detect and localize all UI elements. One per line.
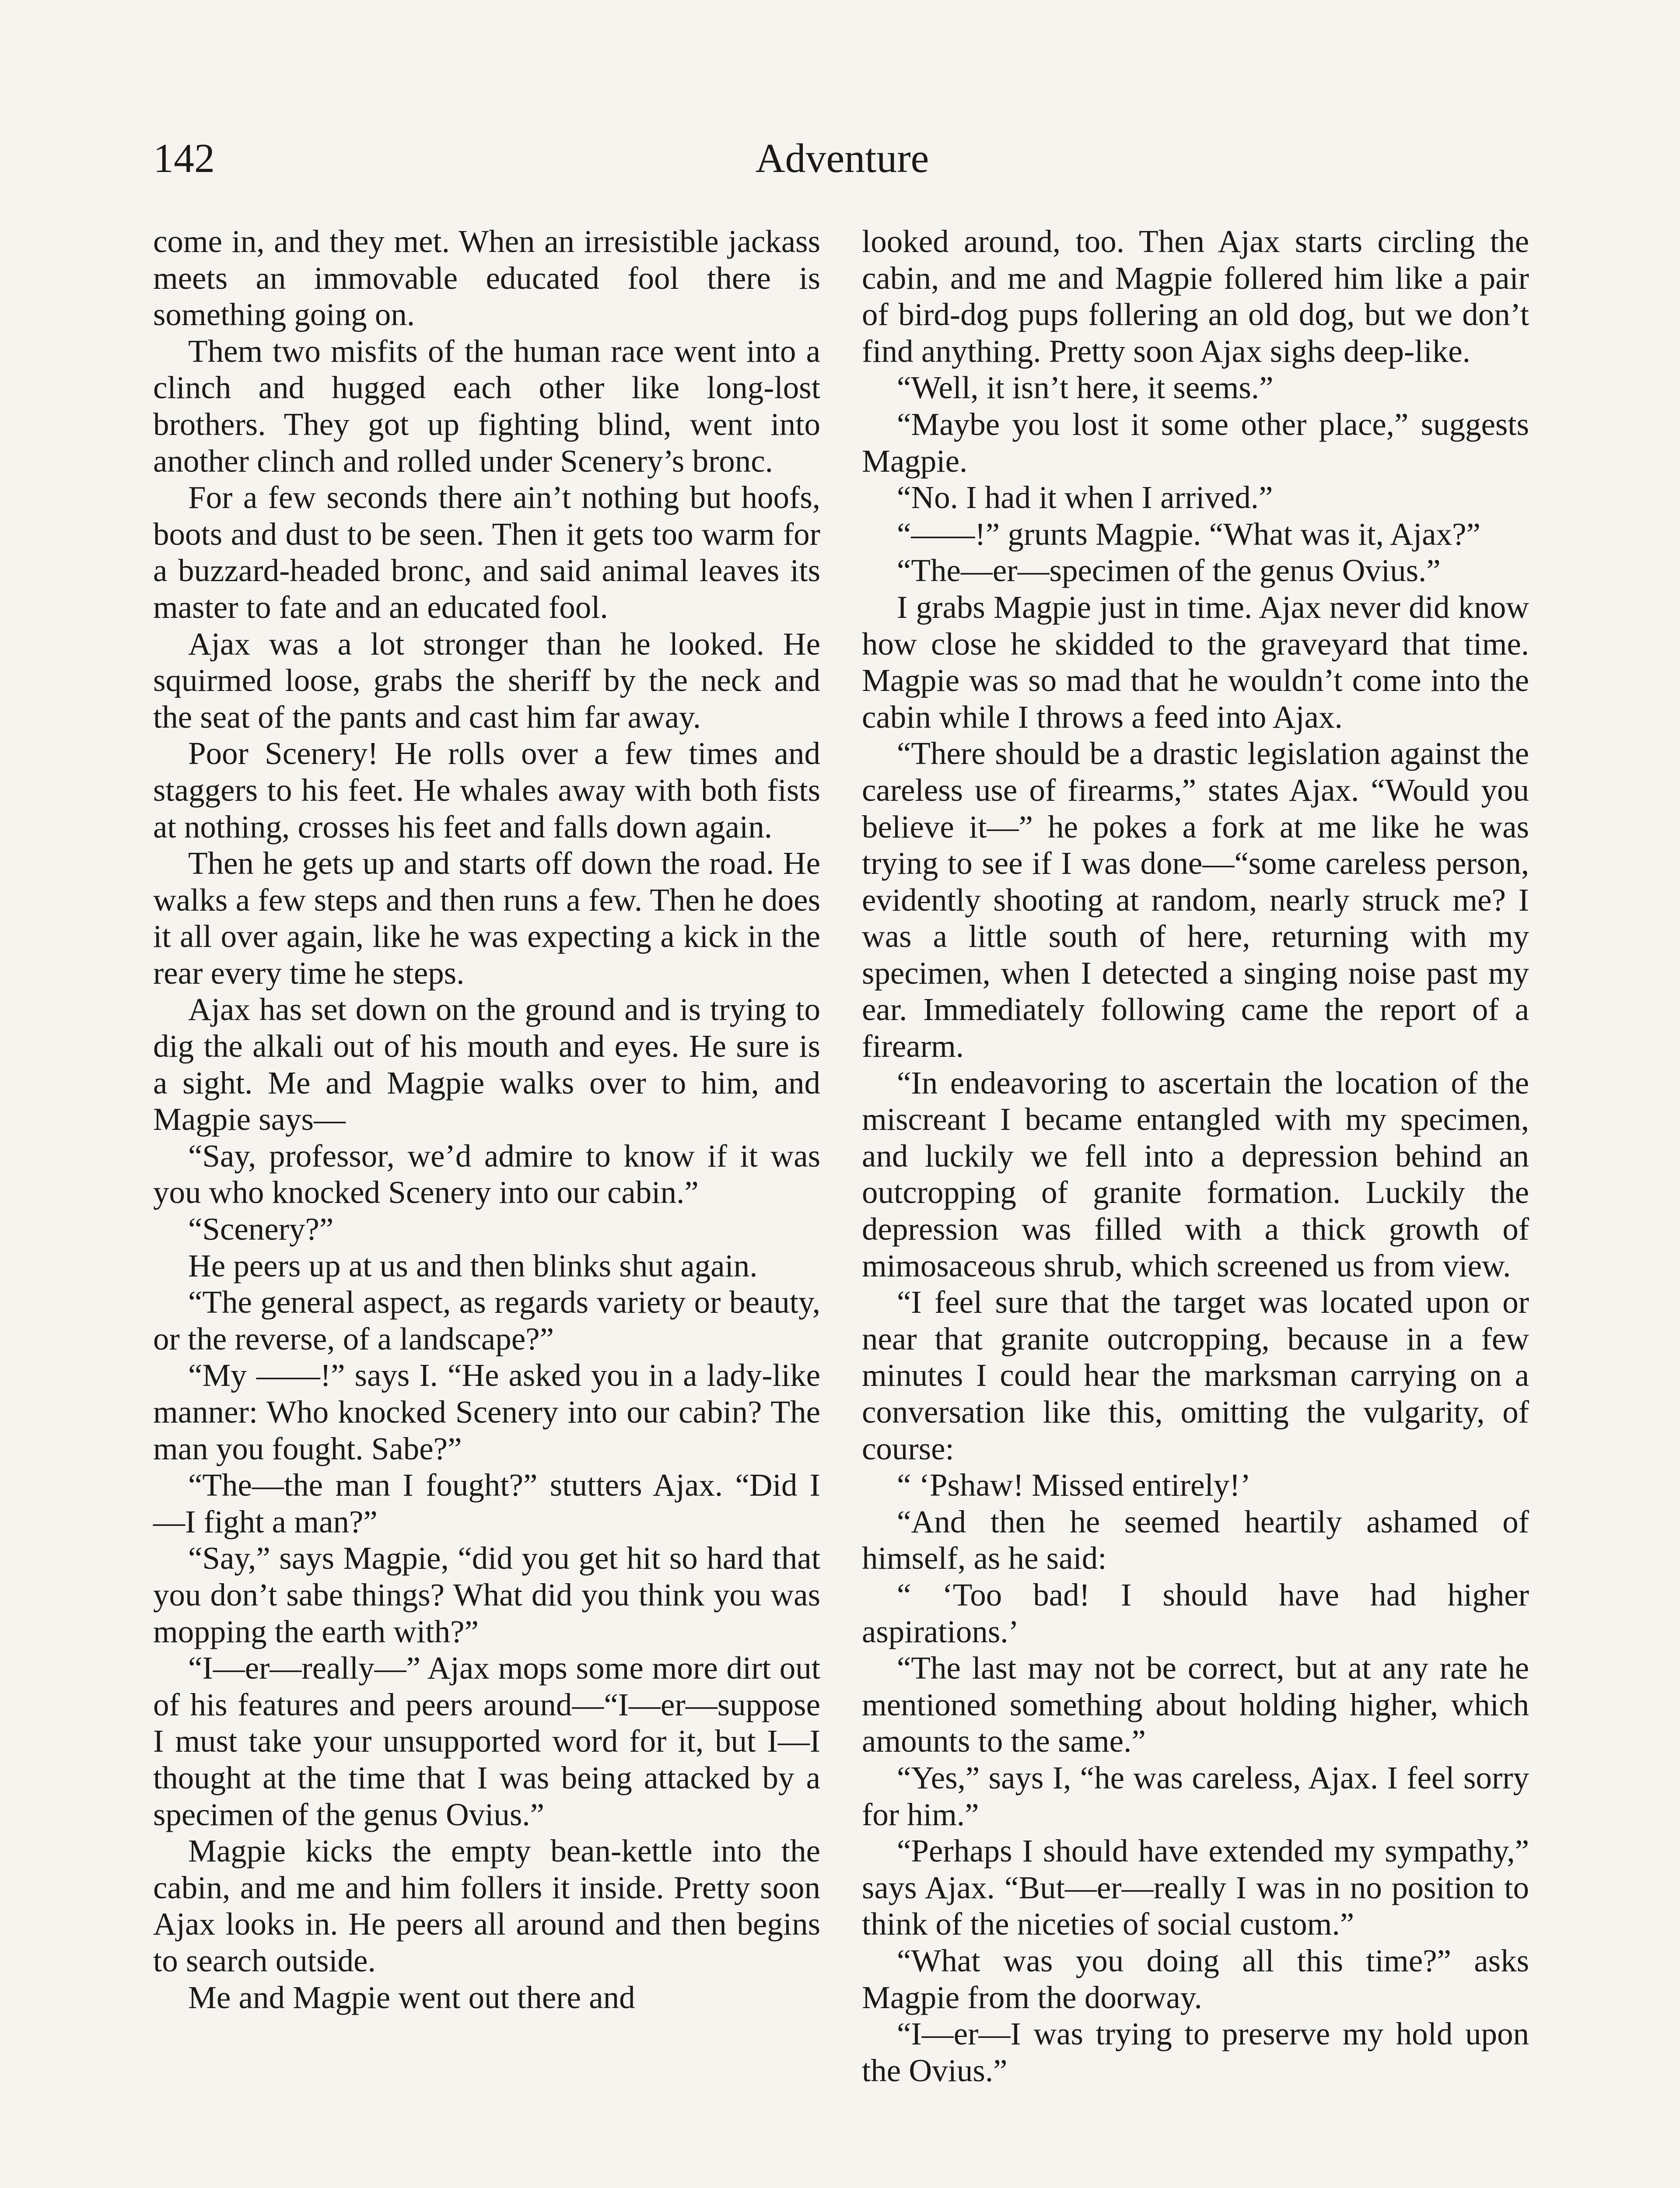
paragraph: “——!” grunts Magpie. “What was it, Ajax?” bbox=[897, 516, 1480, 552]
paragraph: “Say, professor, we’d admire to know if it was you who knocked Scenery into our cabin.” bbox=[153, 1138, 820, 1210]
paragraph: looked around, too. Then Ajax starts circling the cabin, and me and Magpie follered him like a pair of bird-dog pups follering an old dog, but we don’t find anything. Pretty soon Ajax sighs deep-like. bbox=[862, 224, 1529, 369]
paragraph: “No. I had it when I arrived.” bbox=[897, 480, 1273, 515]
paragraph: Ajax was a lot stronger than he looked. He squirmed loose, grabs the sheriff by the neck and the seat of the pants and cast him far away. bbox=[153, 626, 820, 735]
paragraph: For a few seconds there ain’t nothing but hoofs, boots and dust to be seen. Then it gets too warm for a buzzard-headed bronc, and said animal leaves its master to fate and an educated fool. bbox=[153, 480, 820, 625]
paragraph: “ ‘Pshaw! Missed entirely!’ bbox=[897, 1467, 1251, 1503]
paragraph: “Scenery?” bbox=[188, 1211, 334, 1247]
paragraph: “Perhaps I should have extended my sympathy,” says Ajax. “But—er—really I was in no position to think of the niceties of social custom.” bbox=[862, 1833, 1529, 1942]
paragraph: “ ‘Too bad! I should have had higher aspirations.’ bbox=[862, 1577, 1529, 1649]
paragraph: I grabs Magpie just in time. Ajax never did know how close he skidded to the graveyard that time. Magpie was so mad that he wouldn’t come into the cabin while I throws a feed into Ajax. bbox=[862, 589, 1529, 735]
paragraph: “The last may not be correct, but at any rate he mentioned something about holding higher, which amounts to the same.” bbox=[862, 1650, 1529, 1759]
page-number: 142 bbox=[153, 136, 215, 181]
paragraph: “I—er—I was trying to preserve my hold upon the Ovius.” bbox=[862, 2016, 1529, 2088]
running-head-title: Adventure bbox=[755, 136, 929, 181]
paragraph: “The—er—specimen of the genus Ovius.” bbox=[897, 553, 1441, 589]
paragraph: Them two misfits of the human race went into a clinch and hugged each other like long-lost brothers. They got up fighting blind, went into another clinch and rolled under Scenery’s bronc. bbox=[153, 333, 820, 479]
paragraph: Magpie kicks the empty bean-kettle into the cabin, and me and him follers it inside. Pretty soon Ajax looks in. He peers all around and then begins to search outside. bbox=[153, 1833, 820, 1978]
paragraph: “The—the man I fought?” stutters Ajax. “Did I—I fight a man?” bbox=[153, 1467, 820, 1539]
page-header bbox=[153, 128, 1531, 189]
paragraph: “I feel sure that the target was located upon or near that granite outcropping, because in a few minutes I could hear the marksman carrying on a conversation like this, omitting the vulgarity, of course: bbox=[862, 1284, 1529, 1466]
paragraph: “Say,” says Magpie, “did you get hit so hard that you don’t sabe things? What did you think you was mopping the earth with?” bbox=[153, 1540, 820, 1649]
paragraph: Me and Magpie went out there and bbox=[188, 1979, 635, 2015]
paragraph: “My ——!” says I. “He asked you in a lady-like manner: Who knocked Scenery into our cabin? The man you fought. Sabe?” bbox=[153, 1357, 820, 1466]
paragraph: “In endeavoring to ascertain the location of the miscreant I became entangled with my specimen, and luckily we fell into a depression behind an outcropping of granite formation. Luckily the depression was filled with a thick growth of mimosaceous shrub, which screened us from view. bbox=[862, 1065, 1529, 1283]
text-column-left bbox=[153, 223, 820, 2016]
paragraph: “Yes,” says I, “he was careless, Ajax. I feel sorry for him.” bbox=[862, 1760, 1529, 1832]
paragraph: He peers up at us and then blinks shut again. bbox=[188, 1248, 758, 1283]
paragraph: “The general aspect, as regards variety or beauty, or the reverse, of a landscape?” bbox=[153, 1284, 820, 1357]
paragraph: Ajax has set down on the ground and is trying to dig the alkali out of his mouth and eyes. He sure is a sight. Me and Magpie walks over to him, and Magpie says— bbox=[153, 992, 820, 1137]
text-column-right bbox=[862, 223, 1529, 2089]
paragraph: “What was you doing all this time?” asks Magpie from the doorway. bbox=[862, 1943, 1529, 2015]
paragraph: Then he gets up and starts off down the road. He walks a few steps and then runs a few. Then he does it all over again, like he was expecting a kick in the rear every time he steps. bbox=[153, 845, 820, 991]
paragraph: “Well, it isn’t here, it seems.” bbox=[897, 370, 1274, 406]
paragraph: “Maybe you lost it some other place,” suggests Magpie. bbox=[862, 406, 1529, 479]
paragraph: “And then he seemed heartily ashamed of himself, as he said: bbox=[862, 1504, 1529, 1576]
paragraph: come in, and they met. When an irresistible jackass meets an immovable educated fool there is something going on. bbox=[153, 224, 820, 333]
paragraph: Poor Scenery! He rolls over a few times and staggers to his feet. He whales away with both fists at nothing, crosses his feet and falls down again. bbox=[153, 736, 820, 845]
paragraph: “I—er—really—” Ajax mops some more dirt out of his features and peers around—“I—er—suppose I must take your unsupported word for it, but I—I thought at the time that I was being attacked by a specimen of the genus Ovius.” bbox=[153, 1650, 820, 1832]
paragraph: “There should be a drastic legislation against the careless use of firearms,” states Ajax. “Would you believe it—” he pokes a fork at me like he was trying to see if I was done—“some careless person, evidently shooting at random, nearly struck me? I was a little south of here, returning with my specimen, when I detected a singing noise past my ear. Immediately following came the report of a firearm. bbox=[862, 736, 1529, 1064]
